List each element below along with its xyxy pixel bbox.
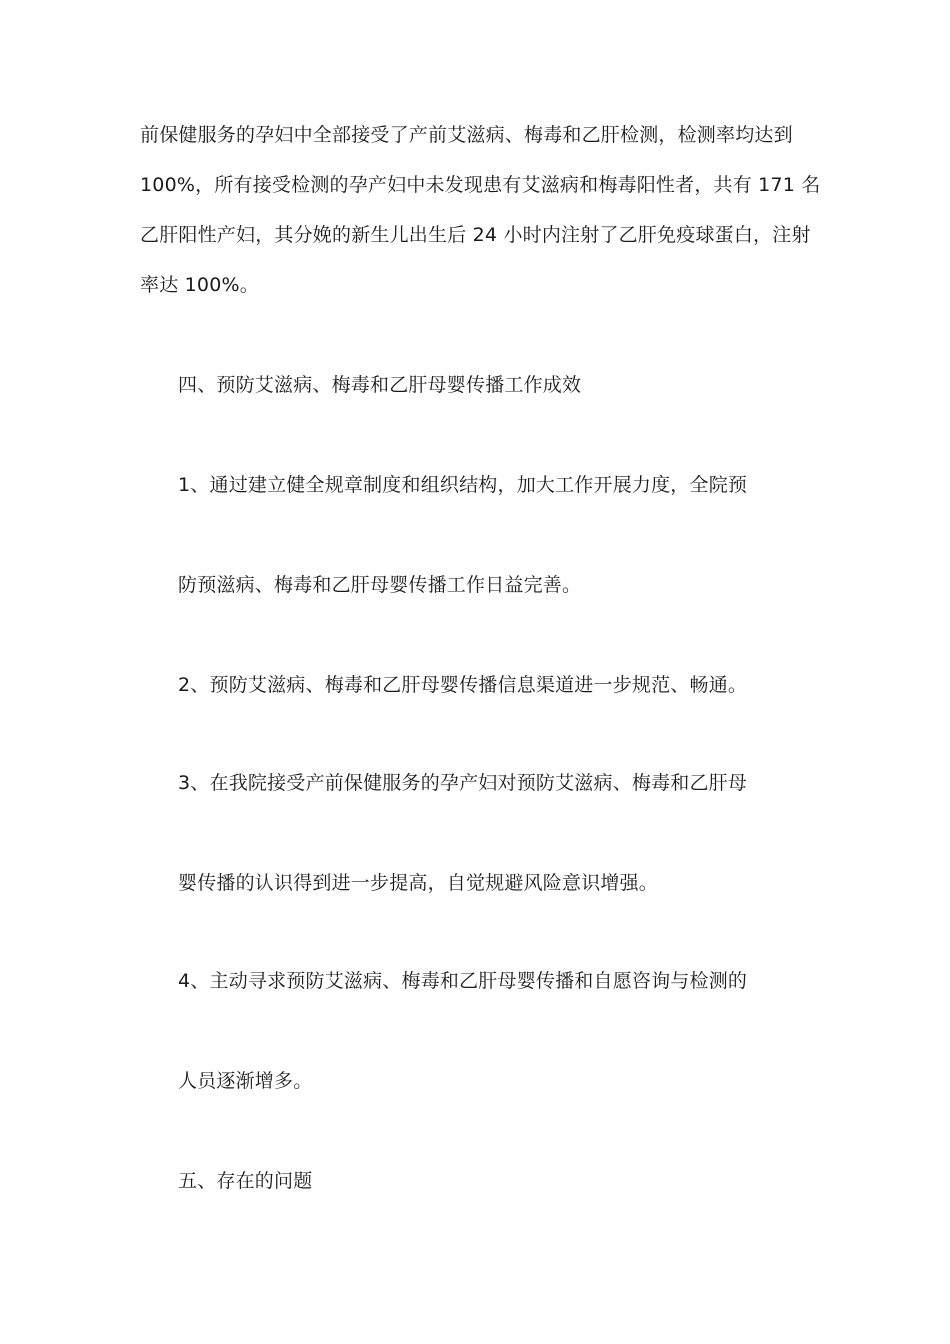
list-item-line: 婴传播的认识得到进一步提高，自觉规避风险意识增强。 [178, 872, 659, 894]
section-four-heading: 四、预防艾滋病、梅毒和乙肝母婴传播工作成效 [178, 374, 582, 396]
list-item-line: 4、主动寻求预防艾滋病、梅毒和乙肝母婴传播和自愿咨询与检测的 [178, 970, 748, 992]
list-item-line: 1、通过建立健全规章制度和组织结构，加大工作开展力度，全院预 [178, 474, 748, 496]
list-item-line: 3、在我院接受产前保健服务的孕产妇对预防艾滋病、梅毒和乙肝母 [178, 772, 748, 794]
list-item-line: 2、预防艾滋病、梅毒和乙肝母婴传播信息渠道进一步规范、畅通。 [178, 674, 748, 696]
intro-paragraph-line: 率达 100%。 [140, 274, 259, 296]
list-item-line: 防预滋病、梅毒和乙肝母婴传播工作日益完善。 [178, 574, 582, 596]
intro-paragraph-line: 乙肝阳性产妇，其分娩的新生儿出生后 24 小时内注射了乙肝免疫球蛋白，注射 [140, 224, 811, 246]
section-five-heading: 五、存在的问题 [178, 1170, 313, 1192]
list-item-line: 人员逐渐增多。 [178, 1070, 313, 1092]
intro-paragraph-line: 100%，所有接受检测的孕产妇中未发现患有艾滋病和梅毒阳性者，共有 171 名 [140, 174, 821, 196]
intro-paragraph-line: 前保健服务的孕妇中全部接受了产前艾滋病、梅毒和乙肝检测，检测率均达到 [140, 124, 793, 146]
